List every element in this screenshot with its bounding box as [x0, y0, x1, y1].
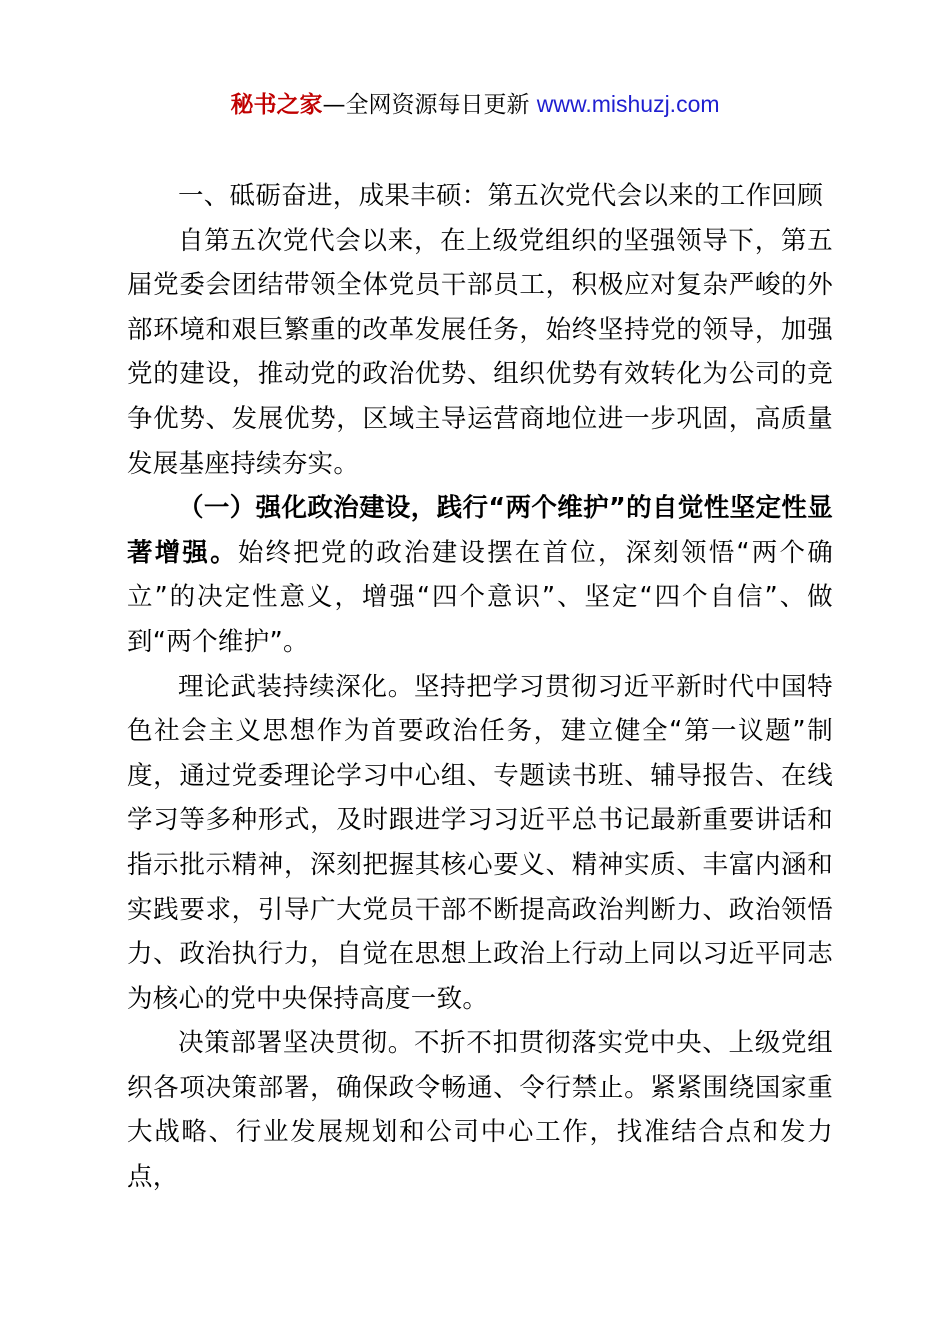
brand-name: 秘书之家: [230, 92, 323, 118]
header-tagline: —全网资源每日更新: [322, 92, 537, 118]
subsection-1-text: 始终把党的政治建设摆在首位，深刻领悟“两个确立”的决定性意义，增强“四个意识”、坚定“四个自信”、做到“两个维护”。: [127, 537, 834, 657]
decision-paragraph: 决策部署坚决贯彻。不折不扣贯彻落实党中央、上级党组织各项决策部署，确保政令畅通、令行禁止。紧紧围绕国家重大战略、行业发展规划和公司中心工作，找准结合点和发力点，: [127, 1028, 833, 1193]
intro-paragraph: 自第五次党代会以来，在上级党组织的坚强领导下，第五届党委会团结带领全体党员干部员工，积极应对复杂严峻的外部环境和艰巨繁重的改革发展任务，始终坚持党的领导，加强党的建设，推动党的政治优势、组织优势有效转化为公司的竞争优势、发展优势，区域主导运营商地位进一步巩固，高质量发展基座持续夯实。: [127, 225, 833, 479]
document-body: [127, 174, 833, 1200]
site-header: [0, 88, 950, 121]
subsection-1-title: （一）强化政治建设，践行“两个维护”的自觉性坚定性显著增强。: [127, 493, 833, 568]
section-heading: 一、砥砺奋进，成果丰硕：第五次党代会以来的工作回顾: [178, 181, 824, 211]
site-url-link[interactable]: www.mishuzj.com: [536, 91, 720, 117]
theory-paragraph: 理论武装持续深化。坚持把学习贯彻习近平新时代中国特色社会主义思想作为首要政治任务，建立健全“第一议题”制度，通过党委理论学习中心组、专题读书班、辅导报告、在线学习等多种形式，及时跟进学习习近平总书记最新重要讲话和指示批示精神，深刻把握其核心要义、精神实质、丰富内涵和实践要求，引导广大党员干部不断提高政治判断力、政治领悟力、政治执行力，自觉在思想上政治上行动上同以习近平同志为核心的党中央保持高度一致。: [127, 671, 833, 1014]
subsection-1-paragraph: [127, 486, 833, 664]
